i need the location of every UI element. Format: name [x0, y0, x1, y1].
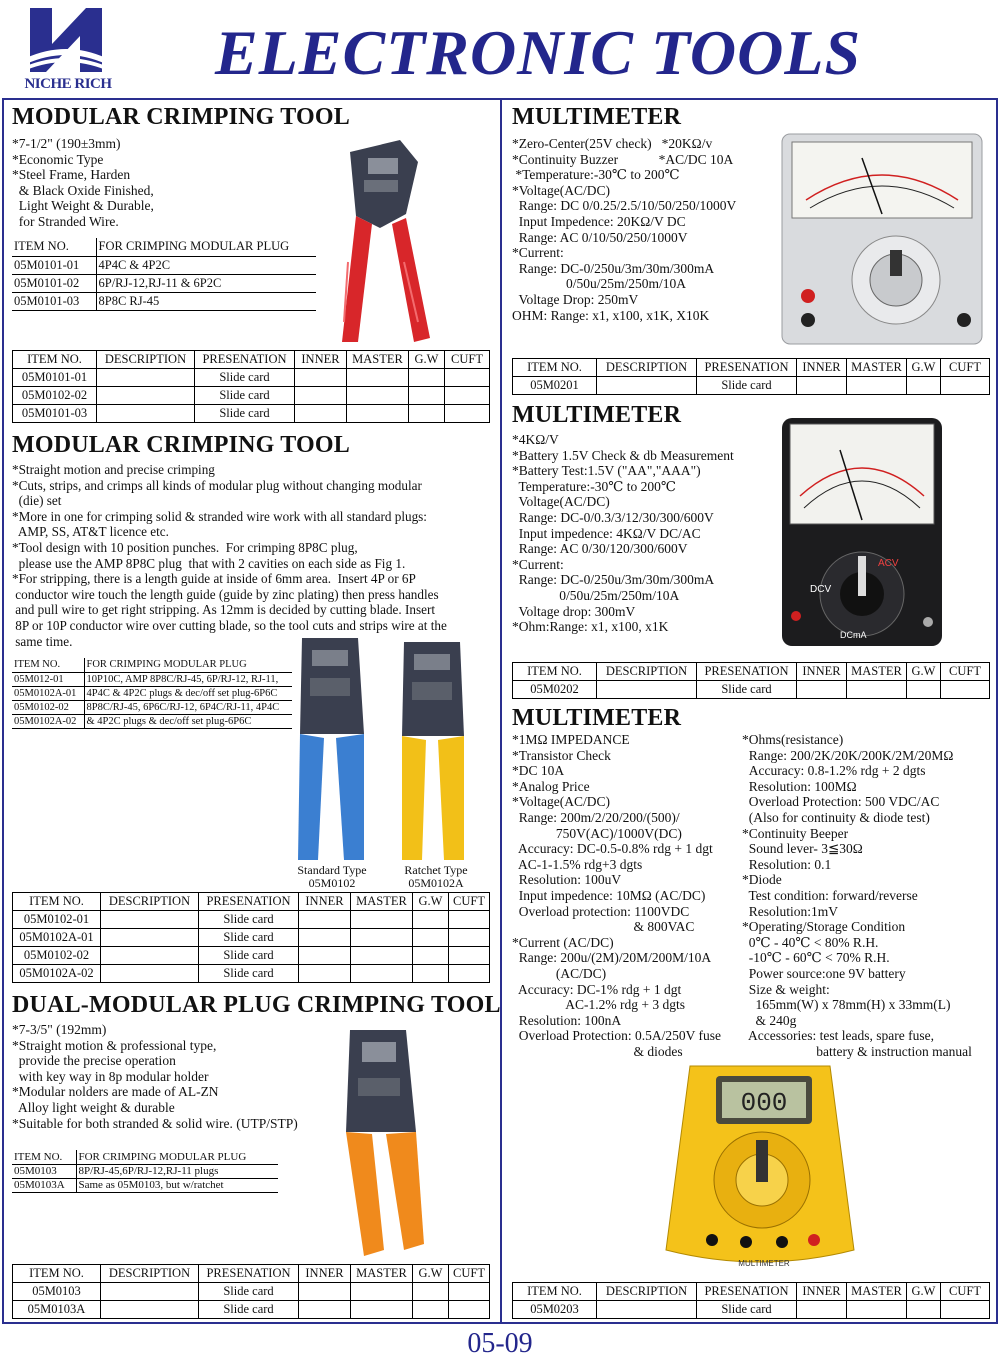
- section-desc-dual-modular: *7-3/5" (192mm) *Straight motion & professional type, provide the precise operation with key way in 8p modular holder *Modular nolders are made of AL-ZN Alloy light weight & durable *Suitable for both stranded & solid wire. (UTP/STP): [12, 1022, 298, 1131]
- pack-gw: [413, 911, 449, 929]
- pack-inner: [299, 965, 351, 983]
- spec-row: [12, 274, 316, 292]
- spec-header-row: [12, 658, 292, 672]
- pack-desc: [597, 1301, 697, 1319]
- pack-table-multimeter-3: [512, 1282, 990, 1319]
- pack-h-cuft: CUFT: [449, 1265, 490, 1283]
- pack-cuft: [941, 377, 990, 395]
- crimping-tool-red-image: [320, 132, 440, 344]
- pack-gw: [413, 947, 449, 965]
- spec-item: 05M0103: [12, 1164, 76, 1178]
- pack-desc: [597, 377, 697, 395]
- spec-header-plug: FOR CRIMPING MODULAR PLUG: [76, 1150, 278, 1164]
- pack-row: [13, 405, 490, 423]
- spec-item: 05M0101-01: [12, 256, 96, 274]
- pack-pres: Slide card: [199, 947, 299, 965]
- pack-h-item: ITEM NO.: [13, 351, 97, 369]
- pack-master: [351, 911, 413, 929]
- pack-cuft: [449, 965, 490, 983]
- page-header: [0, 0, 1000, 98]
- spec-row: [12, 1164, 278, 1178]
- crimping-tool-yellow-image: [396, 638, 472, 862]
- pack-h-master: MASTER: [847, 1283, 907, 1301]
- pack-h-desc: DESCRIPTION: [97, 351, 195, 369]
- spec-header-plug: FOR CRIMPING MODULAR PLUG: [96, 238, 316, 256]
- pack-h-master: MASTER: [351, 1265, 413, 1283]
- pack-desc: [101, 965, 199, 983]
- spec-header-row: [12, 1150, 278, 1164]
- analog-multimeter-black-image: [780, 416, 944, 648]
- pack-h-desc: DESCRIPTION: [101, 1265, 199, 1283]
- spec-plug: 8P/RJ-45,6P/RJ-12,RJ-11 plugs: [76, 1164, 278, 1178]
- pack-cuft: [941, 1301, 990, 1319]
- pack-master: [351, 1301, 413, 1319]
- spec-plug: 8P8C/RJ-45, 6P6C/RJ-12, 6P4C/RJ-11, 4P4C: [84, 700, 292, 714]
- pack-item: 05M0202: [513, 681, 597, 699]
- pack-pres: Slide card: [199, 965, 299, 983]
- pack-row: [513, 1301, 990, 1319]
- pack-h-inner: INNER: [299, 893, 351, 911]
- page-number: 05-09: [467, 1328, 533, 1358]
- company-logo: [20, 4, 116, 94]
- pack-gw: [413, 929, 449, 947]
- spec-table-dual-modular: [12, 1150, 278, 1193]
- digital-multimeter-yellow-image: [660, 1060, 860, 1272]
- pack-pres: Slide card: [199, 1283, 299, 1301]
- pack-item: 05M0102-02: [13, 387, 97, 405]
- svg-text:DCV: DCV: [810, 584, 832, 595]
- spec-row: [12, 292, 316, 310]
- spec-plug: Same as 05M0103, but w/ratchet: [76, 1178, 278, 1192]
- pack-h-gw: G.W: [907, 663, 941, 681]
- pack-h-cuft: CUFT: [941, 359, 990, 377]
- pack-item: 05M0101-01: [13, 369, 97, 387]
- logo-text: NICHE RICH: [24, 76, 112, 92]
- pack-h-master: MASTER: [347, 351, 409, 369]
- spec-plug: 8P8C RJ-45: [96, 292, 316, 310]
- spec-plug: & 4P2C plugs & dec/off set plug-6P6C: [84, 714, 292, 728]
- pack-table-multimeter-1: [512, 358, 990, 395]
- pack-h-item: ITEM NO.: [513, 663, 597, 681]
- pack-h-item: ITEM NO.: [13, 1265, 101, 1283]
- spec-item: 05M0103A: [12, 1178, 76, 1192]
- pack-master: [347, 369, 409, 387]
- spec-header-item: ITEM NO.: [12, 1150, 76, 1164]
- pack-row: [13, 929, 490, 947]
- pack-gw: [409, 387, 445, 405]
- pack-pres: Slide card: [697, 377, 797, 395]
- spec-item: 05M0102A-01: [12, 686, 84, 700]
- pack-header-row: [13, 893, 490, 911]
- pack-gw: [409, 369, 445, 387]
- pack-inner: [295, 387, 347, 405]
- pack-pres: Slide card: [199, 911, 299, 929]
- column-divider: [500, 98, 502, 1324]
- crimping-tool-blue-image: [292, 634, 372, 862]
- pack-gw: [907, 1301, 941, 1319]
- pack-h-inner: INNER: [797, 1283, 847, 1301]
- section-desc-multimeter-3-left: *1MΩ IMPEDANCE *Transistor Check *DC 10A *Analog Price *Voltage(AC/DC) Range: 200m/2/20/200/(500)/ 750V(AC)/1000V(DC) Accuracy: DC-0.5-0.8% rdg + 1 dgt AC-1-1.5% rdg+3 dgts Resolution: 100uV Input impedence: 10MΩ (AC/DC) Overload protection: 1100VDC & 800VAC *Current (AC/DC) Range: 200u/(2M)/20M/200M/10A (AC/DC) Accuracy: DC-1% rdg + 1 dgt AC-1.2% rdg + 3 dgts Resolution: 100nA Overload Protection: 0.5A/250V fuse & diodes: [512, 732, 721, 1059]
- pack-inner: [299, 1283, 351, 1301]
- pack-inner: [797, 377, 847, 395]
- pack-h-master: MASTER: [847, 359, 907, 377]
- pack-h-cuft: CUFT: [445, 351, 490, 369]
- pack-pres: Slide card: [697, 1301, 797, 1319]
- pack-h-pres: PRESENATION: [697, 663, 797, 681]
- pack-gw: [413, 1301, 449, 1319]
- pack-h-inner: INNER: [797, 663, 847, 681]
- pack-h-master: MASTER: [351, 893, 413, 911]
- pack-table-multimeter-2: [512, 662, 990, 699]
- pack-header-row: [513, 1283, 990, 1301]
- pack-desc: [101, 1283, 199, 1301]
- pack-h-inner: INNER: [299, 1265, 351, 1283]
- pack-master: [347, 405, 409, 423]
- pack-h-pres: PRESENATION: [697, 359, 797, 377]
- pack-master: [847, 377, 907, 395]
- spec-header-item: ITEM NO.: [12, 238, 96, 256]
- pack-desc: [101, 911, 199, 929]
- pack-header-row: [13, 1265, 490, 1283]
- spec-header-plug: FOR CRIMPING MODULAR PLUG: [84, 658, 292, 672]
- page-title: ELECTRONIC TOOLS: [215, 17, 862, 88]
- section-title-dual-modular: DUAL-MODULAR PLUG CRIMPING TOOL: [12, 992, 501, 1018]
- pack-item: 05M0201: [513, 377, 597, 395]
- spec-table-modular-crimping-2: [12, 658, 292, 729]
- spec-row: [12, 686, 292, 700]
- pack-pres: Slide card: [697, 681, 797, 699]
- pack-desc: [101, 947, 199, 965]
- pack-cuft: [449, 929, 490, 947]
- pack-h-gw: G.W: [907, 359, 941, 377]
- pack-cuft: [941, 681, 990, 699]
- pack-inner: [797, 1301, 847, 1319]
- pack-header-row: [513, 359, 990, 377]
- pack-h-gw: G.W: [413, 1265, 449, 1283]
- pack-row: [13, 911, 490, 929]
- spec-item: 05M012-01: [12, 672, 84, 686]
- pack-inner: [299, 1301, 351, 1319]
- svg-text:ACV: ACV: [878, 558, 899, 569]
- svg-text:DCmA: DCmA: [840, 630, 867, 640]
- pack-h-cuft: CUFT: [941, 1283, 990, 1301]
- pack-row: [13, 387, 490, 405]
- pack-table-modular-crimping-2: [12, 892, 490, 983]
- section-title-multimeter-2: MULTIMETER: [512, 402, 682, 428]
- spec-plug: 4P4C & 4P2C plugs & dec/off set plug-6P6C: [84, 686, 292, 700]
- spec-plug: 10P10C, AMP 8P8C/RJ-45, 6P/RJ-12, RJ-11,: [84, 672, 292, 686]
- pack-h-desc: DESCRIPTION: [597, 663, 697, 681]
- pack-h-pres: PRESENATION: [199, 893, 299, 911]
- spec-row: [12, 700, 292, 714]
- pack-header-row: [13, 351, 490, 369]
- pack-gw: [907, 681, 941, 699]
- pack-master: [847, 1301, 907, 1319]
- pack-master: [351, 965, 413, 983]
- pack-desc: [101, 1301, 199, 1319]
- analog-multimeter-grey-image: [778, 130, 988, 348]
- pack-desc: [101, 929, 199, 947]
- pack-master: [347, 387, 409, 405]
- pack-item: 05M0203: [513, 1301, 597, 1319]
- pack-item: 05M0102A-01: [13, 929, 101, 947]
- pack-h-desc: DESCRIPTION: [597, 1283, 697, 1301]
- pack-h-item: ITEM NO.: [13, 893, 101, 911]
- meter-brand-label: MULTIMETER: [738, 1259, 790, 1268]
- pack-item: 05M0101-03: [13, 405, 97, 423]
- pack-h-inner: INNER: [797, 359, 847, 377]
- crimping-tool-orange-image: [336, 1024, 432, 1258]
- pack-pres: Slide card: [199, 1301, 299, 1319]
- spec-row: [12, 1178, 278, 1192]
- pack-pres: Slide card: [195, 387, 295, 405]
- spec-item: 05M0102A-02: [12, 714, 84, 728]
- pack-cuft: [449, 911, 490, 929]
- pack-desc: [97, 369, 195, 387]
- spec-item: 05M0101-02: [12, 274, 96, 292]
- pack-h-master: MASTER: [847, 663, 907, 681]
- pack-h-cuft: CUFT: [449, 893, 490, 911]
- pack-inner: [295, 369, 347, 387]
- pack-h-pres: PRESENATION: [195, 351, 295, 369]
- pack-h-pres: PRESENATION: [697, 1283, 797, 1301]
- spec-row: [12, 256, 316, 274]
- pack-gw: [413, 965, 449, 983]
- pack-h-gw: G.W: [907, 1283, 941, 1301]
- pack-h-desc: DESCRIPTION: [597, 359, 697, 377]
- pack-row: [13, 1301, 490, 1319]
- pack-row: [13, 1283, 490, 1301]
- pack-h-item: ITEM NO.: [513, 1283, 597, 1301]
- pack-row: [513, 377, 990, 395]
- pack-h-desc: DESCRIPTION: [101, 893, 199, 911]
- pack-table-dual-modular: [12, 1264, 490, 1319]
- section-desc-multimeter-1: *Zero-Center(25V check) *20KΩ/v *Continuity Buzzer *AC/DC 10A *Temperature:-30℃ to 200℃ *Voltage(AC/DC) Range: DC 0/0.25/2.5/10/50/250/1000V Input Impedence: 20KΩ/V DC Range: AC 0/10/50/250/1000V *Current: Range: DC-0/250u/3m/30m/300mA 0/50u/25m/250m/10A Voltage Drop: 250mV OHM: Range: x1, x100, x1K, X10K: [512, 136, 737, 323]
- section-title-multimeter-1: MULTIMETER: [512, 104, 682, 130]
- pack-item: 05M0102-01: [13, 911, 101, 929]
- pack-desc: [97, 405, 195, 423]
- pack-h-inner: INNER: [295, 351, 347, 369]
- pack-table-modular-crimping-1: [12, 350, 490, 423]
- pack-master: [847, 681, 907, 699]
- pack-item: 05M0103A: [13, 1301, 101, 1319]
- logo-mark-icon: [26, 4, 106, 76]
- pack-item: 05M0102A-02: [13, 965, 101, 983]
- pack-gw: [413, 1283, 449, 1301]
- pack-inner: [299, 947, 351, 965]
- pack-h-item: ITEM NO.: [513, 359, 597, 377]
- section-desc-multimeter-2: *4KΩ/V *Battery 1.5V Check & db Measurement *Battery Test:1.5V ("AA","AAA") Temperature:-30℃ to 200℃ Voltage(AC/DC) Range: DC-0/0.3/3/12/30/300/600V Input impedence: 4KΩ/V DC/AC Range: AC 0/30/120/300/600V *Current: Range: DC-0/250u/3m/30m/300mA 0/50u/25m/250m/10A Voltage drop: 300mV *Ohm:Range: x1, x100, x1K: [512, 432, 734, 635]
- pack-row: [13, 965, 490, 983]
- section-desc-modular-crimping-1: *7-1/2" (190±3mm) *Economic Type *Steel Frame, Harden & Black Oxide Finished, Light Weight & Durable, for Stranded Wire.: [12, 136, 154, 229]
- caption-ratchet-type: Ratchet Type 05M0102A: [404, 863, 468, 890]
- section-title-modular-crimping-1: MODULAR CRIMPING TOOL: [12, 104, 350, 130]
- section-desc-modular-crimping-2: *Straight motion and precise crimping *Cuts, strips, and crimps all kinds of modular plug without changing modular (die) set *More in one for crimping solid & stranded wire work with all standard plugs: AMP, SS, AT&T licence etc. *Tool design with 10 position punches. For crimping 8P8C plug, please use the AMP 8P8C plug that with 2 cavities on each side as Fig 1. *For stripping, there is a length guide at inside of 6mm area. Insert 4P or 6P conductor wire touch the length guide (guide by zinc plating) then press handles and pull wire to get right stripping. As 12mm is decided by cutting blade. Insert 8P or 10P conductor wire over cutting blade, so the tool cuts and strips wire at the same time.: [12, 462, 447, 649]
- pack-pres: Slide card: [199, 929, 299, 947]
- pack-h-pres: PRESENATION: [199, 1265, 299, 1283]
- spec-row: [12, 672, 292, 686]
- pack-cuft: [445, 387, 490, 405]
- pack-master: [351, 929, 413, 947]
- spec-row: [12, 714, 292, 728]
- pack-inner: [797, 681, 847, 699]
- spec-plug: 6P/RJ-12,RJ-11 & 6P2C: [96, 274, 316, 292]
- pack-cuft: [449, 1301, 490, 1319]
- pack-h-cuft: CUFT: [941, 663, 990, 681]
- pack-inner: [299, 911, 351, 929]
- pack-row: [513, 681, 990, 699]
- caption-standard-type: Standard Type 05M0102: [297, 863, 367, 890]
- pack-h-gw: G.W: [413, 893, 449, 911]
- pack-cuft: [445, 369, 490, 387]
- pack-master: [351, 1283, 413, 1301]
- pack-gw: [907, 377, 941, 395]
- pack-pres: Slide card: [195, 369, 295, 387]
- pack-inner: [295, 405, 347, 423]
- pack-pres: Slide card: [195, 405, 295, 423]
- section-title-modular-crimping-2: MODULAR CRIMPING TOOL: [12, 432, 350, 458]
- pack-item: 05M0102-02: [13, 947, 101, 965]
- meter-display-readout: 000: [740, 1088, 788, 1118]
- pack-h-gw: G.W: [409, 351, 445, 369]
- spec-item: 05M0101-03: [12, 292, 96, 310]
- section-title-multimeter-3: MULTIMETER: [512, 705, 682, 731]
- spec-table-modular-crimping-1: [12, 238, 316, 311]
- pack-item: 05M0103: [13, 1283, 101, 1301]
- spec-plug: 4P4C & 4P2C: [96, 256, 316, 274]
- pack-gw: [409, 405, 445, 423]
- pack-cuft: [449, 1283, 490, 1301]
- pack-header-row: [513, 663, 990, 681]
- pack-desc: [97, 387, 195, 405]
- spec-item: 05M0102-02: [12, 700, 84, 714]
- pack-cuft: [445, 405, 490, 423]
- pack-master: [351, 947, 413, 965]
- section-desc-multimeter-3-right: *Ohms(resistance) Range: 200/2K/20K/200K/2M/20MΩ Accuracy: 0.8-1.2% rdg + 2 dgts Resolution: 100MΩ Overload Protection: 500 VDC/AC (Also for continuity & diode test) *Continuity Beeper Sound lever- 3≦30Ω Resolution: 0.1 *Diode Test condition: forward/reverse Resolution:1mV *Operating/Storage Condition 0℃ - 40℃ < 80% R.H. -10℃ - 60℃ < 70% R.H. Power source:one 9V battery Size & weight: 165mm(W) x 78mm(H) x 33mm(L) & 240g Accessories: test leads, spare fuse, battery & instruction manual: [742, 732, 972, 1059]
- pack-row: [13, 369, 490, 387]
- pack-desc: [597, 681, 697, 699]
- pack-row: [13, 947, 490, 965]
- spec-header-item: ITEM NO.: [12, 658, 84, 672]
- spec-header-row: [12, 238, 316, 256]
- pack-cuft: [449, 947, 490, 965]
- pack-inner: [299, 929, 351, 947]
